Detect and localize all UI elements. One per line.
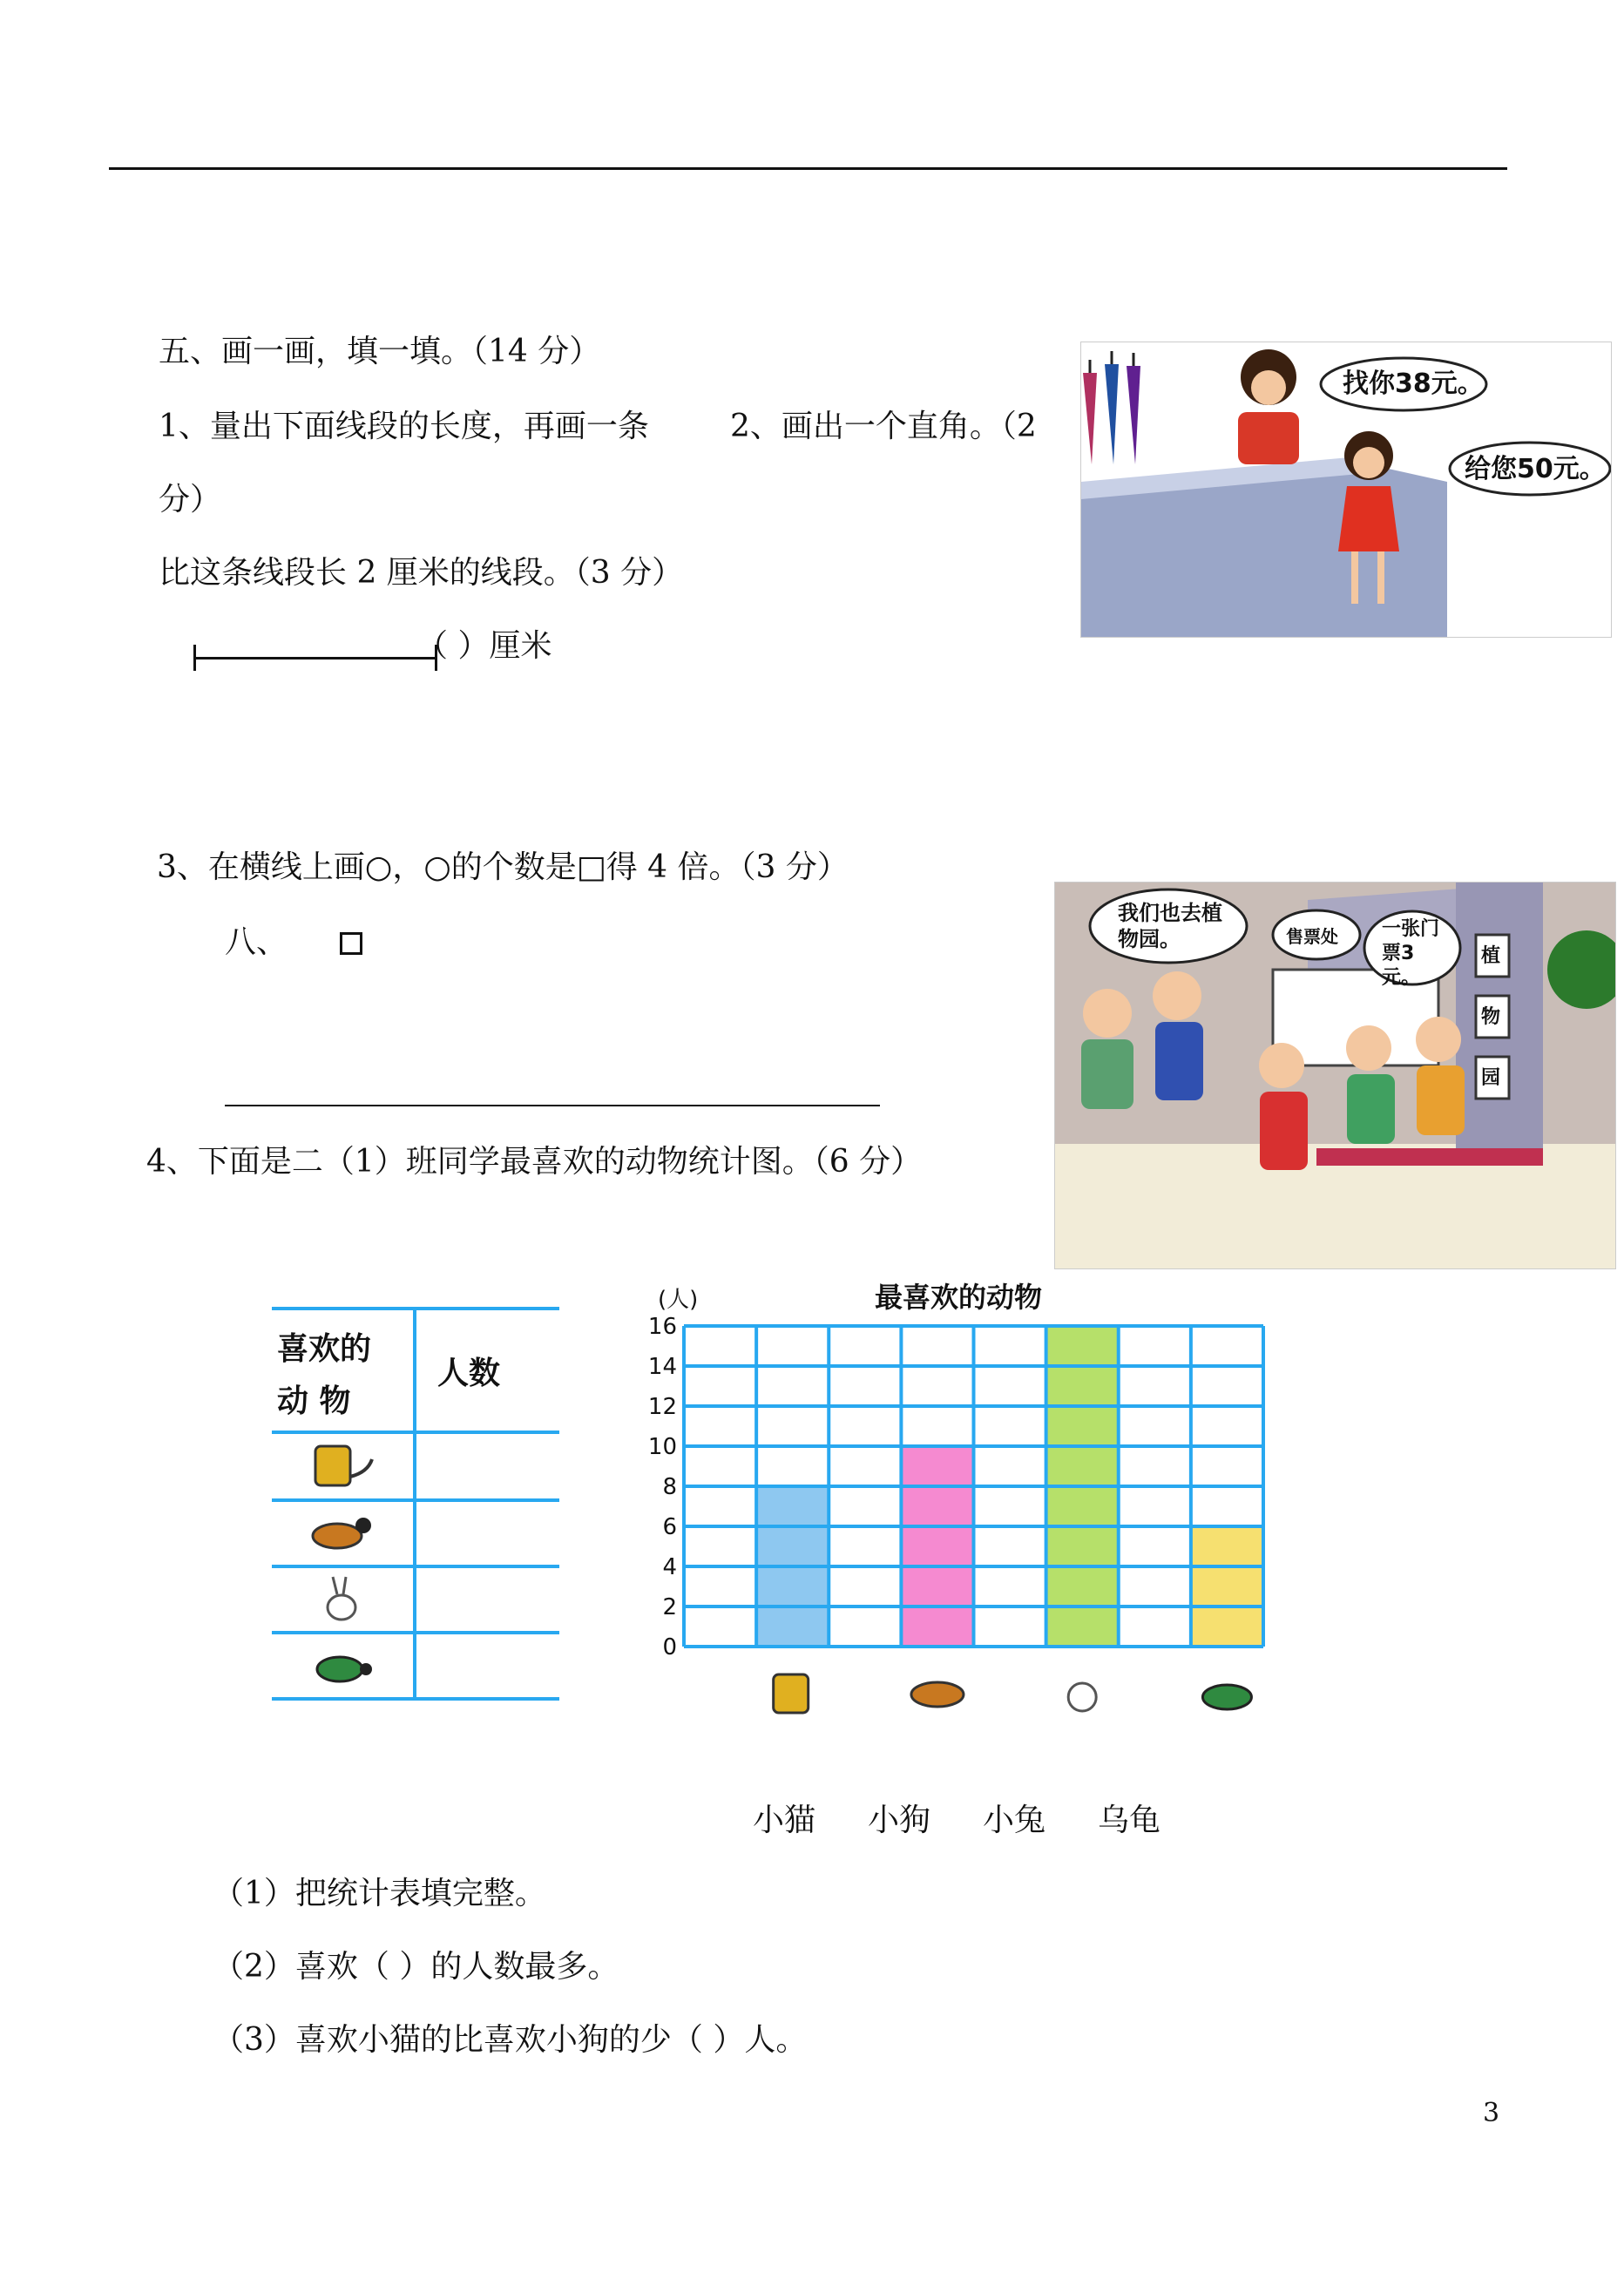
q3-answer-line (225, 1105, 880, 1106)
q1-line2: 比这条线段长 2 厘米的线段。（3 分） (159, 555, 684, 591)
ytick-8: 8 (662, 1474, 677, 1500)
square-shape (340, 932, 362, 955)
rabbit-icon (315, 1573, 368, 1625)
measure-segment (193, 643, 437, 671)
q2-line2: 分） (159, 482, 222, 517)
ytick-12: 12 (647, 1394, 677, 1420)
chart-ylabel: (人) (658, 1287, 699, 1313)
zoo-bubble-3: 一张门票3元。 (1382, 918, 1440, 989)
chart-title: 最喜欢的动物 (874, 1281, 1043, 1314)
shop-illustration (1080, 342, 1612, 638)
zoo-sign-2: 物 (1481, 1006, 1501, 1028)
table-header-count: 人数 (437, 1356, 501, 1391)
q1-answer: （ ）厘米 (416, 628, 552, 664)
q4-text: 4、下面是二（1）班同学最喜欢的动物统计图。（6 分） (146, 1144, 923, 1180)
page-number: 3 (1483, 2098, 1500, 2128)
zoo-sign-3: 园 (1481, 1067, 1501, 1089)
label-rabbit: 小兔 (983, 1803, 1046, 1838)
zoo-bubble-2: 售票处 (1286, 926, 1338, 947)
zoo-sign-1: 植 (1481, 945, 1501, 967)
rabbit-icon (1068, 1683, 1096, 1711)
zoo-illustration (1054, 882, 1616, 1269)
shop-bubble-1: 找你38元。 (1343, 369, 1484, 399)
chart-svg (645, 1281, 1281, 1734)
q3-text: 3、在横线上画○，○的个数是□得 4 倍。（3 分） (157, 849, 849, 885)
label-turtle: 乌龟 (1098, 1803, 1161, 1838)
cat-icon (307, 1442, 376, 1494)
table-header-animal-line1: 喜欢的 (277, 1331, 372, 1367)
ytick-16: 16 (647, 1314, 677, 1340)
shop-bubble-2: 给您50元。 (1465, 454, 1606, 484)
ytick-14: 14 (647, 1354, 677, 1380)
dog-icon (911, 1682, 964, 1707)
q3-given: 八、 (225, 924, 288, 960)
ytick-2: 2 (662, 1594, 677, 1620)
q4-sub3: （3）喜欢小猫的比喜欢小狗的少（ ）人。 (213, 2022, 808, 2058)
table-header-animal-line2: 动 物 (277, 1383, 351, 1419)
stats-table (272, 1307, 559, 1699)
q1-line1: 1、量出下面线段的长度，再画一条 (159, 409, 649, 444)
label-cat: 小猫 (753, 1803, 816, 1838)
header-rule (109, 167, 1507, 170)
dog-icon (307, 1512, 376, 1555)
q4-sub1: （1）把统计表填完整。 (213, 1876, 546, 1911)
turtle-icon (307, 1648, 376, 1687)
bar-小狗 (901, 1446, 973, 1647)
ytick-4: 4 (662, 1554, 677, 1580)
label-dog: 小狗 (868, 1803, 931, 1838)
ytick-0: 0 (662, 1634, 677, 1661)
section-title: 五、画一画，填一填。（14 分） (159, 334, 601, 369)
cat-icon (774, 1674, 809, 1713)
turtle-icon (1202, 1685, 1251, 1709)
ytick-10: 10 (647, 1434, 677, 1460)
bar-乌龟 (1191, 1526, 1263, 1647)
q4-sub2: （2）喜欢（ ）的人数最多。 (213, 1949, 619, 1985)
q2-line1: 2、画出一个直角。（2 (730, 409, 1037, 444)
zoo-bubble-1: 我们也去植物园。 (1118, 901, 1222, 951)
ytick-6: 6 (662, 1514, 677, 1540)
bar-chart (645, 1281, 1281, 1734)
